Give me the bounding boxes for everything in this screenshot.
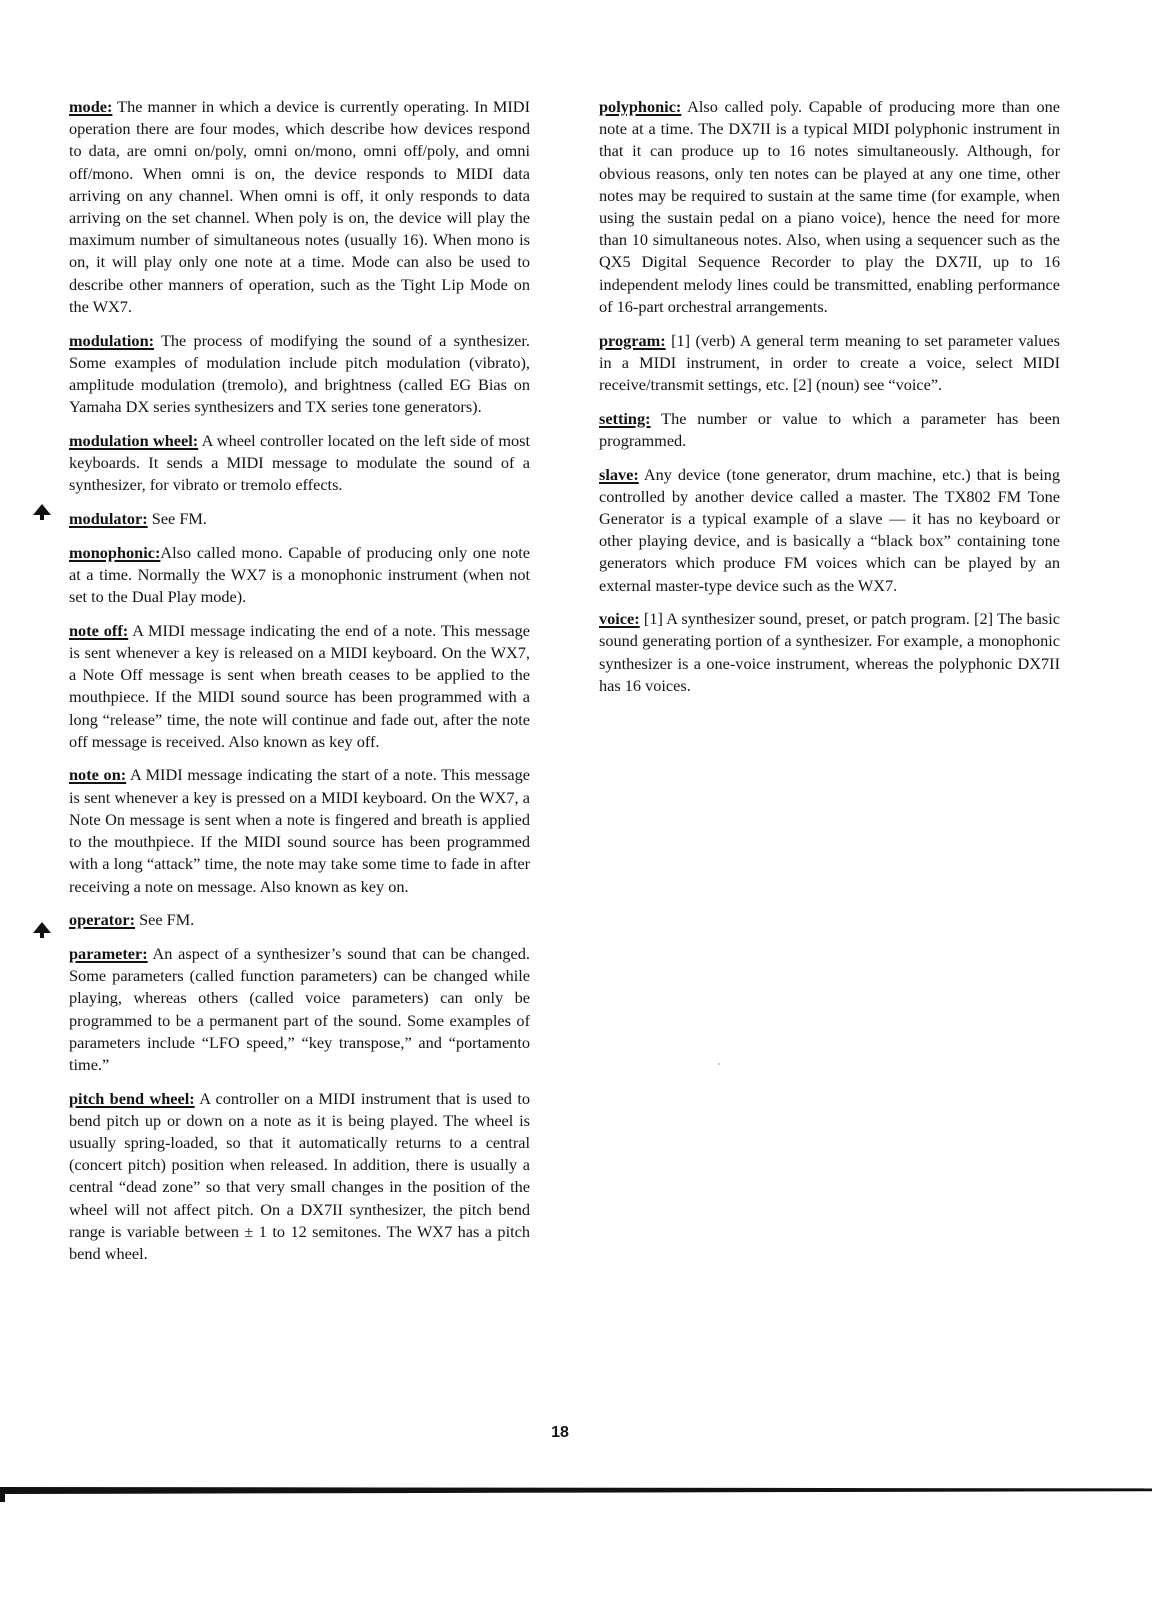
- term: modulator:: [69, 508, 148, 528]
- definition: An aspect of a synthesizer’s sound that can be changed. Some parameters (called function parameters) can be changed while playing, whereas others (called voice parameters) can only be programmed to be a permanent part of the sound. Some examples of parameters include “LFO speed,” “key transpose,” and “portamento time.”: [69, 943, 530, 1074]
- definition: [1] (verb) A general term meaning to set parameter values in a MIDI instrument, in order to create a voice, select MIDI receive/transmit settings, etc. [2] (noun) see “voice”.: [599, 330, 1060, 394]
- glossary-entry-parameter: [69, 943, 530, 1076]
- term: mode:: [69, 97, 113, 116]
- term: parameter:: [69, 943, 148, 963]
- term: slave:: [599, 464, 639, 484]
- glossary-entry-modulator: [69, 508, 530, 530]
- glossary-entry-operator: [69, 909, 530, 931]
- right-column: [599, 96, 1060, 709]
- left-column: [69, 96, 530, 1277]
- glossary-entry-program: [599, 330, 1060, 397]
- glossary-entry-mode: [69, 96, 530, 318]
- definition: The manner in which a device is currently operating. In MIDI operation there are four modes, which describe how devices respond to data, are omni on/poly, omni on/mono, omni off/poly, and omni off/mono. When omni is on, the device responds to MIDI data arriving on any channel. When omni is off, it only responds to data arriving on the set channel. When poly is on, the device will play the maximum number of simultaneous notes (usually 16). When mono is on, it will play only one note at a time. Mode can also be used to describe other manners of operation, such as the Tight Lip Mode on the WX7.: [69, 97, 530, 316]
- definition: Also called mono. Capable of producing only one note at a time. Normally the WX7 is a monophonic instrument (when not set to the Dual Play mode).: [69, 542, 530, 607]
- term: modulation:: [69, 330, 155, 350]
- glossary-entry-note-on: [69, 764, 530, 897]
- margin-arrow-icon: [33, 922, 51, 933]
- term: modulation wheel:: [69, 430, 199, 450]
- definition: A MIDI message indicating the start of a note. This message is sent whenever a key is pressed on a MIDI keyboard. On the WX7, a Note On message is sent when a note is fingered and breath is applied to the mouthpiece. If the MIDI sound source has been programmed with a long “attack” time, the note may take some time to fade in after receiving a note on message. Also known as key on.: [69, 765, 531, 896]
- margin-arrow-icon: [33, 504, 51, 515]
- scan-speck: [718, 1063, 720, 1065]
- definition: The process of modifying the sound of a synthesizer. Some examples of modulation include pitch modulation (vibrato), amplitude modulation (tremolo), and brightness (called EG Bias on Yamaha DX series synthesizers and TX series tone generators).: [69, 330, 530, 417]
- definition: See FM.: [135, 910, 195, 930]
- glossary-entry-slave: [599, 464, 1060, 597]
- term: pitch bend wheel:: [69, 1088, 195, 1108]
- term: note on:: [69, 765, 127, 785]
- term: voice:: [599, 609, 640, 629]
- definition: A controller on a MIDI instrument that is used to bend pitch up or down on a note as it is being played. The wheel is usually spring-loaded, so that it automatically returns to a central (concert pitch) position when released. In addition, there is usually a central “dead zone” so that very small changes in the position of the wheel will not affect pitch. On a DX7II synthesizer, the pitch bend range is variable between ± 1 to 12 semitones. The WX7 has a pitch bend wheel.: [69, 1088, 530, 1264]
- definition: The number or value to which a parameter has been programmed.: [599, 408, 1060, 450]
- term: monophonic:: [69, 542, 161, 562]
- term: setting:: [599, 408, 651, 428]
- definition: Any device (tone generator, drum machine, etc.) that is being controlled by another device called a master. The TX802 FM Tone Generator is a typical example of a slave — it has no keyboard or other playing device, and is basically a “black box” containing tone generators which produce FM voices which can be played by an external master-type device such as the WX7.: [599, 464, 1060, 595]
- glossary-entry-pitch-bend-wheel: [69, 1088, 530, 1266]
- term: operator:: [69, 910, 135, 930]
- term: note off:: [69, 620, 129, 640]
- footer-rule: [0, 1487, 1152, 1494]
- footer-rule-tick: [0, 1490, 5, 1502]
- glossary-entry-polyphonic: [599, 96, 1060, 318]
- glossary-entry-setting: [599, 408, 1060, 452]
- glossary-entry-modulation-wheel: [69, 430, 530, 497]
- glossary-entry-monophonic: [69, 542, 530, 609]
- glossary-entry-voice: [599, 608, 1060, 697]
- term: polyphonic:: [599, 97, 682, 116]
- definition: See FM.: [147, 508, 207, 528]
- term: program:: [599, 330, 666, 350]
- definition: [1] A synthesizer sound, preset, or patch program. [2] The basic sound generating portion of a synthesizer. For example, a monophonic synthesizer is a one-voice instrument, whereas the polyphonic DX7II has 16 voices.: [599, 609, 1060, 695]
- definition: A wheel controller located on the left side of most keyboards. It sends a MIDI message to modulate the sound of a synthesizer, for vibrato or tremolo effects.: [69, 430, 530, 495]
- definition: A MIDI message indicating the end of a note. This message is sent whenever a key is released on a MIDI keyboard. On the WX7, a Note Off message is sent when breath ceases to be applied to the mouthpiece. If the MIDI sound source has been programmed with a long “release” time, the note will continue and fade out, after the note off message is received. Also known as key off.: [69, 620, 530, 751]
- glossary-entry-note-off: [69, 620, 530, 753]
- definition: Also called poly. Capable of producing more than one note at a time. The DX7II is a typical MIDI polyphonic instrument in that it can produce up to 16 notes simultaneously. Although, for obvious reasons, only ten notes can be played at any one time, other notes may be required to sustain at the same time (for example, when using the sustain pedal on a piano voice), hence the need for more than 10 simultaneous notes. Also, when using a sequencer such as the QX5 Digital Sequence Recorder to play the DX7II, up to 16 independent melody lines could be transmitted, enabling performance of 16-part orchestral arrangements.: [599, 97, 1060, 316]
- glossary-entry-modulation: [69, 330, 530, 419]
- page-number: 18: [551, 1424, 569, 1441]
